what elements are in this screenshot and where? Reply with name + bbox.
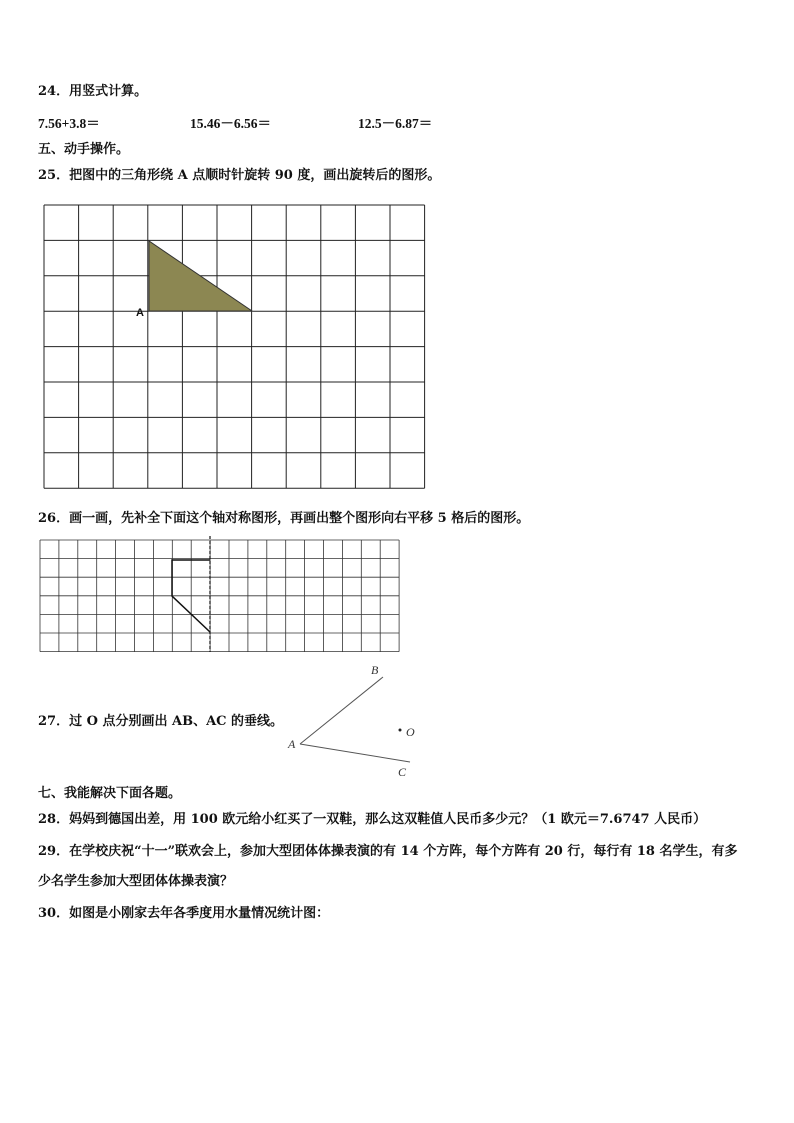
q27-title: 27．过 O 点分别画出 AB、AC 的垂线。 (38, 714, 284, 729)
q24-expr-2: 15.46－6.56＝ (190, 116, 271, 131)
section-5-heading: 五、动手操作。 (38, 142, 130, 157)
q29-line-2: 少名学生参加大型团体体操表演？ (38, 874, 234, 889)
q24-expr-1: 7.56+3.8＝ (38, 116, 100, 131)
q25-point-a-label: A (136, 307, 144, 319)
label-c: C (398, 765, 407, 779)
ray-ac (300, 744, 410, 762)
q24-expr-3: 12.5－6.87＝ (358, 116, 433, 131)
q28-title: 28．妈妈到德国出差，用 100 欧元给小红买了一双鞋，那么这双鞋值人民币多少元？（1 欧元＝7.6747 人民币） (38, 812, 707, 827)
point-o (399, 729, 402, 732)
ray-ab (300, 677, 383, 744)
label-a: A (288, 737, 296, 751)
q29-line-1: 29．在学校庆祝“十一”联欢会上，参加大型团体体操表演的有 14 个方阵，每个方阵有 20 行，每行有 18 名学生，有多 (38, 844, 738, 859)
label-o: O (406, 725, 415, 739)
q25-title: 25．把图中的三角形绕 A 点顺时针旋转 90 度，画出旋转后的图形。 (38, 168, 441, 183)
q24-title: 24．用竖式计算。 (38, 84, 148, 99)
q26-title: 26．画一画，先补全下面这个轴对称图形，再画出整个图形向右平移 5 格后的图形。 (38, 511, 530, 526)
section-7-heading: 七、我能解决下面各题。 (38, 786, 182, 801)
q30-title: 30．如图是小刚家去年各季度用水量情况统计图： (38, 906, 330, 921)
label-b: B (371, 663, 379, 677)
